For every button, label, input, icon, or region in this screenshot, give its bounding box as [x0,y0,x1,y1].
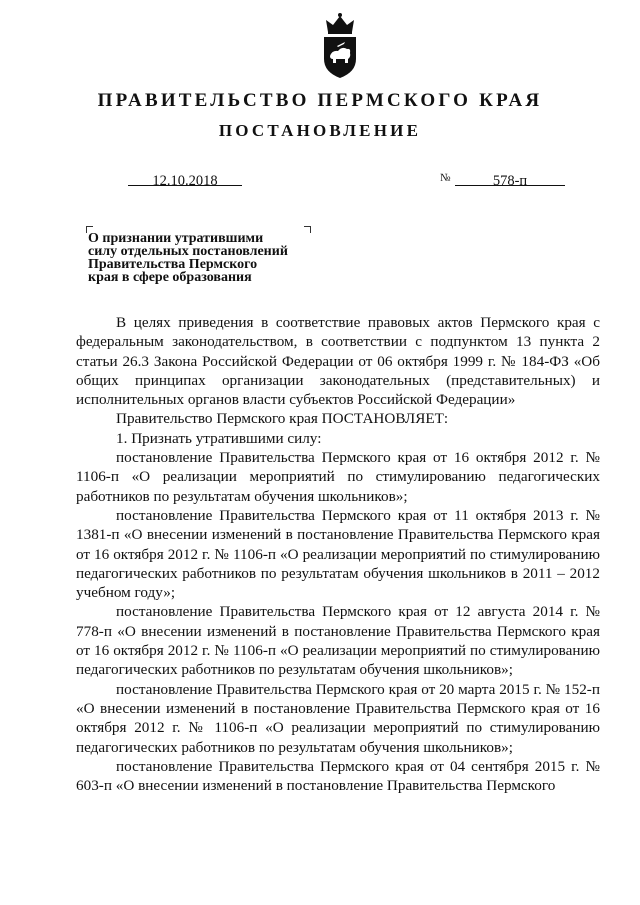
body-paragraph: В целях приведения в соответствие правовых актов Пермского края с федеральным законодательством, в соответствии с подпунктом 13 пункта 2 статьи 26.3 Закона Российской Федерации от 06 октября 1999 г. № 184-ФЗ «Об общих принципах организации законодательных (представительных) и исполнительных органов власти субъектов Российской Федерации» [76,314,600,409]
body-paragraph: Правительство Пермского края ПОСТАНОВЛЯЕТ: [116,410,449,428]
document-type: ПОСТАНОВЛЕНИЕ [218,121,422,140]
subject-line: О признании утратившими [88,231,264,246]
body-paragraph: постановление Правительства Пермского края от 20 марта 2015 г. № 152-п «О внесении изменений в постановление Правительства Пермского края от 16 октября 2012 г. № 1106-п «О реализации мероприятий по стимулированию педагогических работников по результатам обучения школьников»; [76,680,600,756]
body-paragraph: постановление Правительства Пермского края от 11 октября 2013 г. № 1381-п «О внесении изменений в постановление Правительства Пермского края от 16 октября 2012 г. № 1106-п «О реализации мероприятий по стимулированию педагогических работников по результатам обучения школьников в 2011 – 2012 учебном году»; [76,506,600,602]
subject-line: края в сфере образования [88,270,252,285]
body-paragraph: постановление Правительства Пермского края от 04 сентября 2015 г. № 603-п «О внесении изменений в постановление Правительства Пермского [76,757,600,795]
perm-krai-coat-of-arms-icon [318,12,362,80]
number-label: № [440,172,451,184]
government-title: ПРАВИТЕЛЬСТВО ПЕРМСКОГО КРАЯ [97,90,543,111]
body-paragraph: постановление Правительства Пермского края от 16 октября 2012 г. № 1106-п «О реализации мероприятий по стимулированию педагогических работников по результатам обучения школьников»; [76,449,600,505]
document-date: 12.10.2018 [128,173,242,186]
subject-line: силу отдельных постановлений [88,244,288,259]
subject-line: Правительства Пермского [88,257,258,272]
body-paragraph: 1. Признать утратившими силу: [116,429,322,447]
body-paragraph: постановление Правительства Пермского края от 12 августа 2014 г. № 778-п «О внесении изменений в постановление Правительства Пермского края от 16 октября 2012 г. № 1106-п «О реализации мероприятий по стимулированию педагогических работников по результатам обучения школьников»; [76,603,600,679]
document-subject [88,232,338,284]
document-body [76,313,600,795]
document-number: 578-п [455,173,565,186]
